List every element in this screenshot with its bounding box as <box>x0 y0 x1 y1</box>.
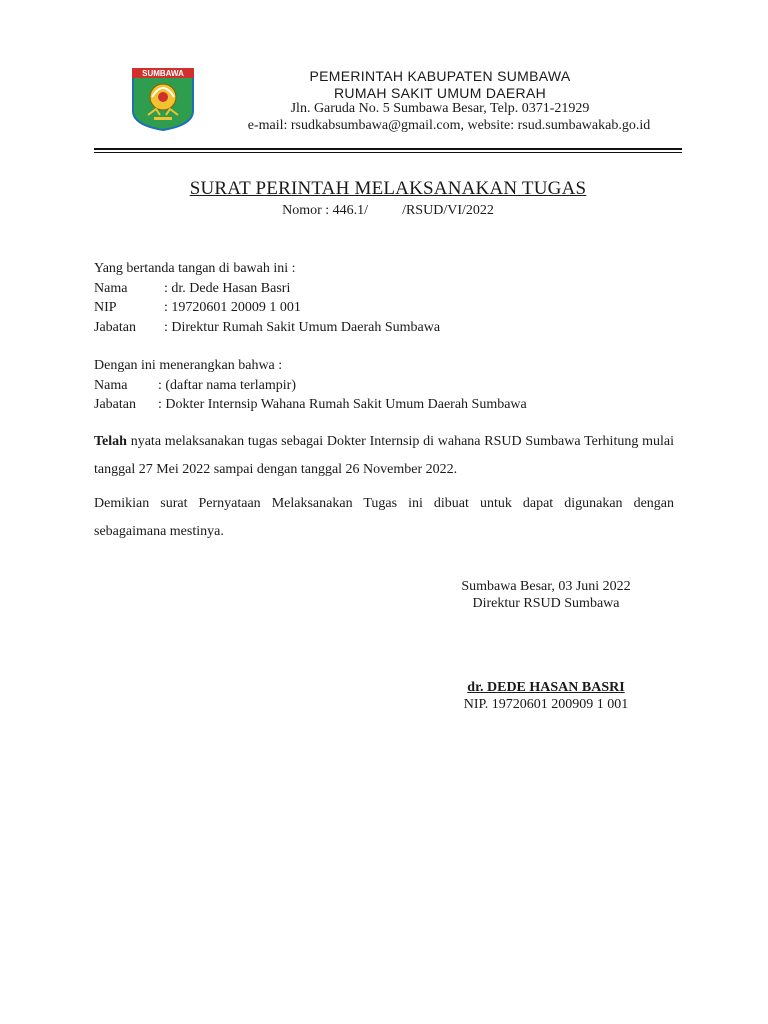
row-value: : Direktur Rumah Sakit Umum Daerah Sumbawa <box>164 319 441 335</box>
statement-text: nyata melaksanakan tugas sebagai Dokter Internsip di wahana RSUD Sumbawa Terhitung mulai tanggal 27 Mei 2022 sampai dengan tanggal 26 November 2022. <box>94 434 674 477</box>
document-number-prefix: Nomor : 446.1/ <box>282 203 369 218</box>
logo-banner-text: SUMBAWA <box>142 69 184 78</box>
signatory <box>430 679 662 713</box>
row-label: Nama <box>94 280 128 296</box>
signature-block <box>430 578 662 612</box>
letterhead <box>200 68 680 134</box>
closing-paragraph: Demikian surat Pernyataan Melaksanakan Tugas ini dibuat untuk dapat digunakan dengan sebagaimana mestinya. <box>94 496 674 539</box>
letterhead-address: Jln. Garuda No. 5 Sumbawa Besar, Telp. 0371-21929 <box>290 101 590 116</box>
statement-paragraph <box>94 428 674 484</box>
subject-block <box>94 356 674 415</box>
row-label: Nama <box>94 377 128 393</box>
subject-row-name <box>94 376 674 396</box>
signer-intro: Yang bertanda tangan di bawah ini : <box>94 261 296 276</box>
letterhead-divider-thin <box>94 152 682 153</box>
subject-row-position <box>94 395 674 415</box>
signer-row-name <box>94 279 674 299</box>
row-value: : Dokter Internsip Wahana Rumah Sakit Umum Daerah Sumbawa <box>158 397 527 412</box>
row-label: NIP <box>94 300 117 315</box>
row-value: : (daftar nama terlampir) <box>158 377 296 393</box>
letterhead-hospital: RUMAH SAKIT UMUM DAERAH <box>334 84 546 101</box>
signature-place-date: Sumbawa Besar, 03 Juni 2022 <box>461 579 631 594</box>
signatory-nip: NIP. 19720601 200909 1 001 <box>463 697 629 712</box>
row-value: : dr. Dede Hasan Basri <box>164 280 291 296</box>
document-number-suffix: /RSUD/VI/2022 <box>402 203 494 218</box>
signer-row-nip <box>94 298 674 318</box>
signer-block <box>94 259 674 337</box>
row-label: Jabatan <box>94 319 136 335</box>
letterhead-government: PEMERINTAH KABUPATEN SUMBAWA <box>309 68 571 84</box>
letterhead-contact: e-mail: rsudkabsumbawa@gmail.com, website: rsud.sumbawakab.go.id <box>247 117 651 133</box>
row-label: Jabatan <box>94 397 136 412</box>
document-number <box>94 203 682 219</box>
statement-lead: Telah <box>94 434 127 449</box>
signatory-name: dr. DEDE HASAN BASRI <box>467 680 625 695</box>
subject-intro: Dengan ini menerangkan bahwa : <box>94 358 283 373</box>
signature-position: Direktur RSUD Sumbawa <box>472 596 620 611</box>
letterhead-divider-thick <box>94 148 682 150</box>
row-value: : 19720601 20009 1 001 <box>164 300 301 315</box>
signer-row-position <box>94 318 674 338</box>
document-title: SURAT PERINTAH MELAKSANAKAN TUGAS <box>189 178 587 199</box>
sumbawa-regency-logo <box>130 67 196 131</box>
